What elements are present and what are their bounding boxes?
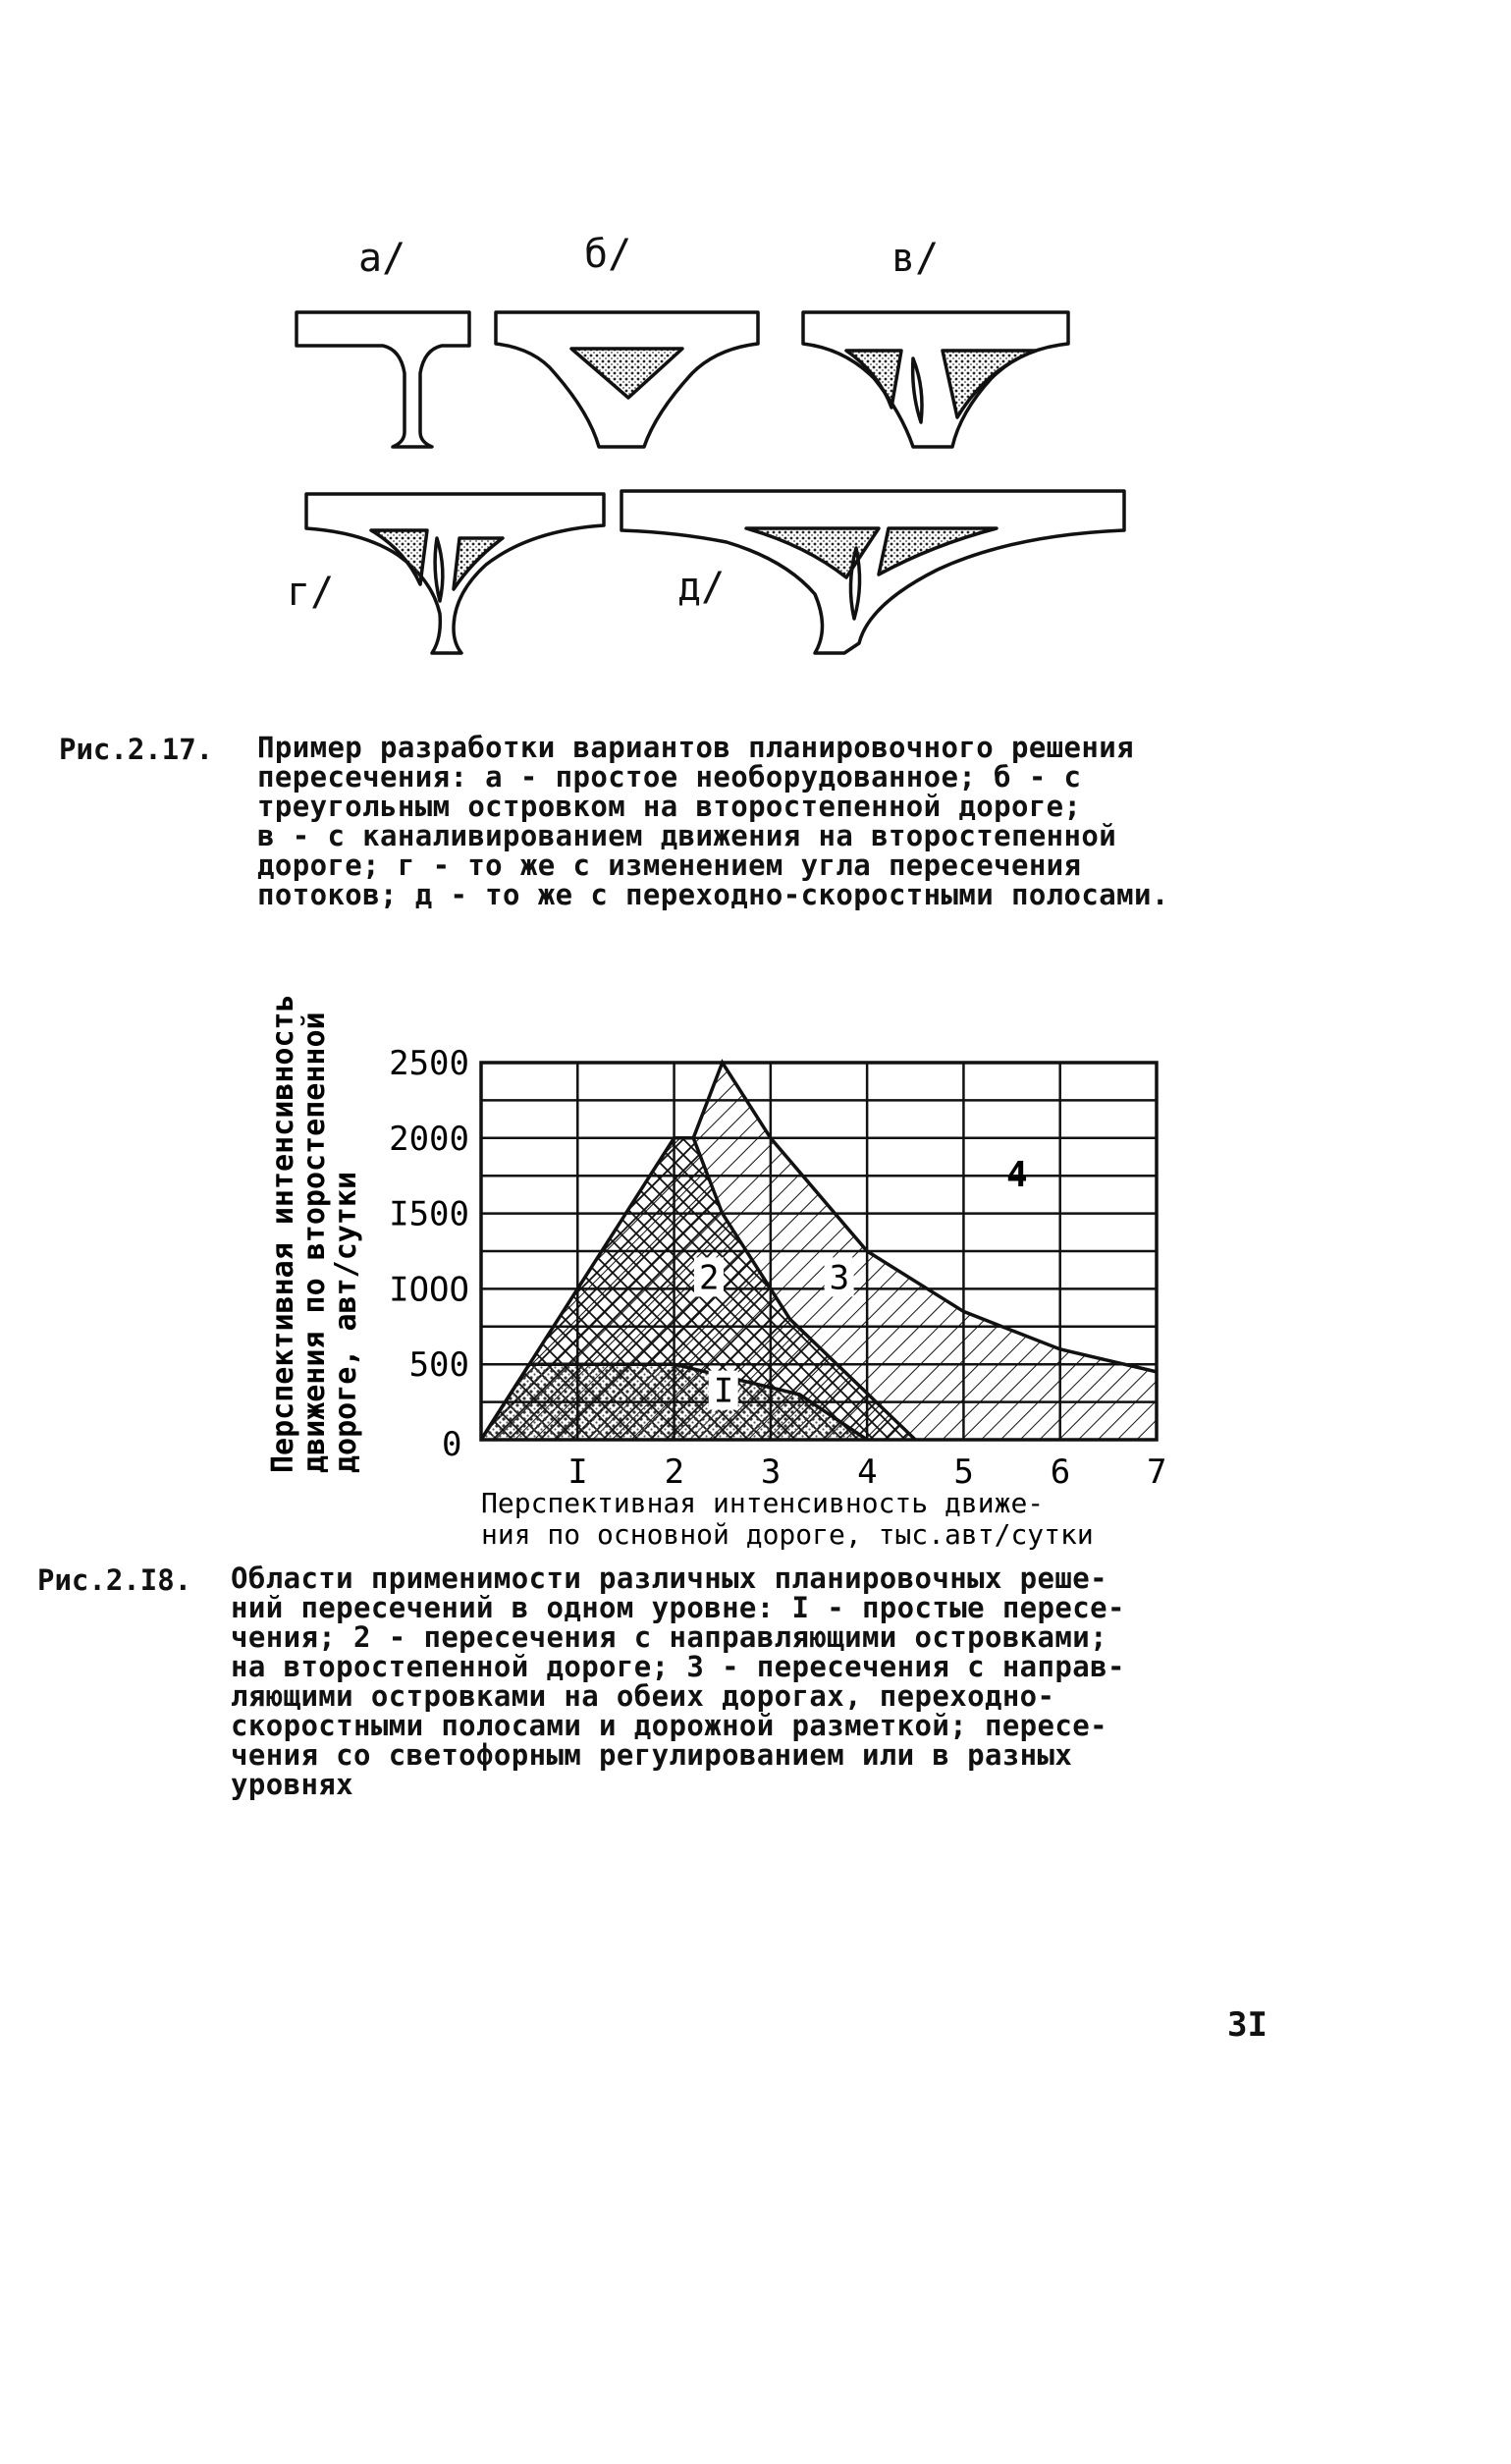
figure-caption-label: Рис.2.17. <box>59 733 214 766</box>
panel-label-a: а/ <box>358 236 406 281</box>
x-tick-label: 6 <box>1050 1452 1071 1492</box>
panel-label-b: б/ <box>584 232 632 277</box>
x-tick-label: 7 <box>1147 1452 1167 1492</box>
figure-caption-label: Рис.2.I8. <box>37 1563 192 1597</box>
x-tick-label: I <box>567 1452 588 1492</box>
x-tick-label: 5 <box>953 1452 974 1492</box>
x-axis-label-line: ния по основной дороге, тыс.авт/сутки <box>481 1518 1094 1551</box>
region-label-I: I <box>713 1371 734 1411</box>
caption-line: пересечения: а - простое необорудованное; б - с <box>257 760 1082 794</box>
figure-caption <box>257 733 1169 909</box>
region-label-4: 4 <box>1006 1155 1028 1195</box>
intersection-diagrams <box>0 0 1511 707</box>
y-tick-label: I500 <box>389 1194 469 1234</box>
panel-label-g: г/ <box>287 570 335 615</box>
diagram-a <box>297 312 469 447</box>
diagram-b <box>496 312 758 447</box>
y-axis-label-line: дороге, авт/сутки <box>329 1171 363 1473</box>
y-tick-label: 2500 <box>389 1044 469 1083</box>
caption-line: чения; 2 - пересечения с направляющими островками; <box>231 1620 1107 1654</box>
y-axis-label-line: движения по второстепенной <box>297 1012 332 1473</box>
x-tick-label: 3 <box>760 1452 782 1492</box>
caption-line: ляющими островками на обеих дорогах, переходно- <box>231 1679 1055 1713</box>
caption-line: скоростными полосами и дорожной разметкой; пересе- <box>231 1709 1107 1742</box>
y-axis-label-line: Перспективная интенсивность <box>266 994 300 1473</box>
diagram-v <box>803 312 1068 447</box>
caption-line: чения со светофорным регулированием или в разных <box>231 1738 1073 1772</box>
caption-line: потоков; д - то же с переходно-скоростными полосами. <box>257 878 1169 911</box>
x-tick-label: 2 <box>664 1452 685 1492</box>
figure-caption <box>231 1563 1125 1799</box>
panel-label-d: д/ <box>677 565 726 610</box>
caption-line: Области применимости различных планировочных реше- <box>231 1561 1107 1595</box>
caption-line: дороге; г - то же с изменением угла пересечения <box>257 849 1082 882</box>
y-tick-label: 2000 <box>389 1119 469 1159</box>
x-tick-label: 0 <box>442 1425 462 1464</box>
diagram-g <box>306 494 604 653</box>
x-tick-label: 4 <box>857 1452 878 1492</box>
y-tick-label: IOOO <box>389 1270 469 1310</box>
y-tick-label: 500 <box>408 1345 469 1386</box>
applicability-chart <box>0 943 1511 1571</box>
caption-line: на второстепенной дороге; 3 - пересечения с направ- <box>231 1650 1125 1683</box>
x-axis-label-line: Перспективная интенсивность движе- <box>481 1487 1045 1519</box>
caption-line: в - с каналивированием движения на второстепенной <box>257 819 1117 852</box>
diagram-d <box>621 491 1124 653</box>
caption-line: уровнях <box>231 1768 354 1801</box>
caption-line: треугольным островком на второстепенной дороге; <box>257 790 1082 823</box>
panel-label-v: в/ <box>891 236 940 281</box>
caption-line: Пример разработки вариантов планировочного решения <box>257 731 1134 764</box>
region-label-3: 3 <box>829 1258 850 1298</box>
caption-line: ний пересечений в одном уровне: I - простые пересе- <box>231 1591 1125 1624</box>
y-axis-label <box>266 994 363 1473</box>
region-label-2: 2 <box>698 1258 720 1298</box>
page-number: 3I <box>1227 2005 1268 2045</box>
